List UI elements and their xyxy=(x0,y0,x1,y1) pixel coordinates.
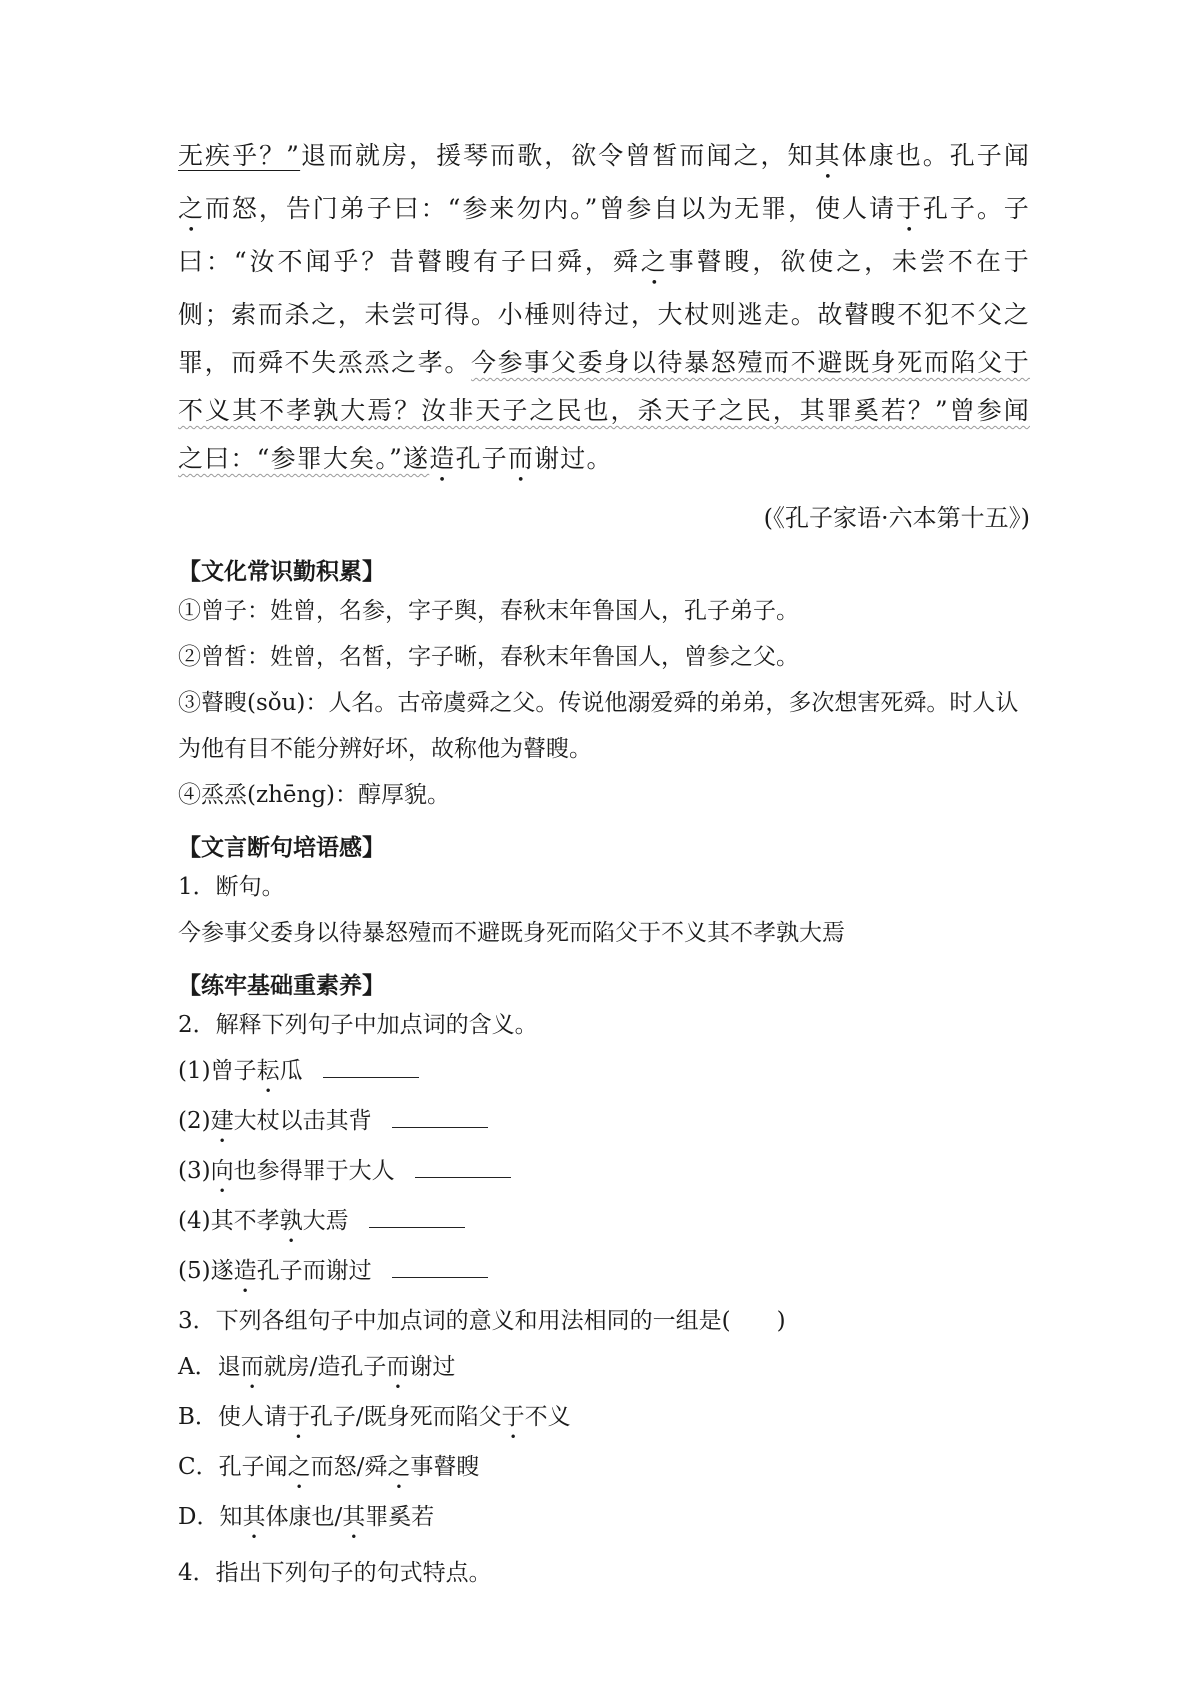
option-text: C．孔子闻 xyxy=(178,1454,288,1480)
option-text: 事瞽瞍 xyxy=(410,1454,480,1480)
item-text: (1)曾子 xyxy=(178,1058,257,1084)
section-heading-punctuation: 【文言断句培语感】 xyxy=(178,835,385,861)
option-text: A．退 xyxy=(178,1354,241,1380)
section-heading-basics: 【练牢基础重素养】 xyxy=(178,973,385,999)
passage-fragment: 体康也。孔子闻 xyxy=(841,141,1031,170)
dotted-char: 耘 xyxy=(256,1058,280,1084)
vocab-item xyxy=(178,1148,1030,1198)
passage-fragment: 事瞽瞍，欲使之，未尝不在于侧；索而杀之，未尝可得。小棰则待过，大杖则逃走。故瞽瞍不犯不父之罪，而舜不失烝烝之孝。 xyxy=(178,247,1030,377)
vocab-item xyxy=(178,1098,1030,1148)
vocab-item xyxy=(178,1248,1030,1298)
option-c[interactable] xyxy=(178,1444,1030,1494)
item-text: (4)其不孝 xyxy=(178,1208,280,1234)
passage-fragment: 孔子 xyxy=(455,444,508,473)
answer-blank[interactable] xyxy=(323,1053,419,1078)
question-4: 4．指出下列句子的句式特点。 xyxy=(178,1560,492,1586)
dotted-char: 之 xyxy=(287,1454,311,1480)
document-page xyxy=(178,132,1030,1596)
vocab-item xyxy=(178,1198,1030,1248)
dotted-char: 于 xyxy=(501,1404,525,1430)
item-text: 大杖以击其背 xyxy=(233,1108,372,1134)
dotted-char: 而 xyxy=(386,1354,410,1380)
passage-fragment: 而怒，告门弟子曰：“参来勿内。”曾参自以为无罪，使人请 xyxy=(204,194,896,223)
culture-item: ④烝烝(zhēng)：醇厚貌。 xyxy=(178,782,451,808)
option-text: 体康也/ xyxy=(265,1504,343,1530)
dotted-char: 于 xyxy=(895,194,923,223)
option-text: 就房/造孔子 xyxy=(263,1354,387,1380)
answer-blank[interactable] xyxy=(415,1153,511,1178)
dotted-char: 而 xyxy=(240,1354,264,1380)
source-citation: (《孔子家语·六本第十五》) xyxy=(763,504,1030,532)
dotted-char: 造 xyxy=(233,1258,257,1284)
question-2: 2．解释下列句子中加点词的含义。 xyxy=(178,1012,538,1038)
item-text: 大焉 xyxy=(302,1208,349,1234)
option-text: 罪奚若 xyxy=(365,1504,435,1530)
option-text: 孔子/既身死而陷父 xyxy=(309,1404,502,1430)
option-a[interactable] xyxy=(178,1344,1030,1394)
item-text: 瓜 xyxy=(279,1058,303,1084)
dotted-char: 孰 xyxy=(279,1208,303,1234)
culture-item: ③瞽瞍(sǒu)：人名。古帝虞舜之父。传说他溺爱舜的弟弟，多次想害死舜。时人认为他有目不能分辨好坏，故称他为瞽瞍。 xyxy=(178,690,1019,762)
answer-blank[interactable] xyxy=(392,1103,488,1128)
option-d[interactable] xyxy=(178,1494,1030,1544)
option-b[interactable] xyxy=(178,1394,1030,1444)
item-text: (2) xyxy=(178,1108,211,1134)
item-text: (3) xyxy=(178,1158,211,1184)
dotted-char: 之 xyxy=(640,247,669,276)
passage-fragment: 孔子。子曰：“汝不闻乎？昔瞽瞍有子曰舜，舜 xyxy=(178,194,1031,276)
option-text: 而怒/舜 xyxy=(310,1454,388,1480)
punctuation-sentence: 今参事父委身以待暴怒殪而不避既身死而陷父于不义其不孝孰大焉 xyxy=(178,920,845,946)
answer-blank[interactable] xyxy=(369,1203,465,1228)
option-text: D．知 xyxy=(178,1504,243,1530)
wavy-underlined-sentence: 今参事父委身以待暴怒殪而不避既身死而陷父于不义其不孝孰大焉？汝非天子之民也，杀天子之民，其罪奚若？”曾参闻之曰：“参罪大矣。”遂 xyxy=(178,348,1031,473)
item-text: 孔子而谢过 xyxy=(256,1258,372,1284)
section-heading-culture: 【文化常识勤积累】 xyxy=(178,559,385,585)
option-text: B．使人请 xyxy=(178,1404,287,1430)
dotted-char: 之 xyxy=(387,1454,411,1480)
dotted-char: 其 xyxy=(242,1504,266,1530)
question-1: 1．断句。 xyxy=(178,874,285,900)
question-3: 3．下列各组句子中加点词的意义和用法相同的一组是( ) xyxy=(178,1308,786,1334)
dotted-char: 于 xyxy=(286,1404,310,1430)
passage-text xyxy=(178,132,1030,488)
dotted-char: 其 xyxy=(342,1504,366,1530)
culture-item: ②曾皙：姓曾，名皙，字子晰，春秋末年鲁国人，曾参之父。 xyxy=(178,644,799,670)
dotted-char: 其 xyxy=(814,141,842,170)
dotted-char: 向 xyxy=(210,1158,234,1184)
dotted-char: 之 xyxy=(178,194,205,223)
culture-item: ①曾子：姓曾，名参，字子舆，春秋末年鲁国人，孔子弟子。 xyxy=(178,598,799,624)
passage-fragment: 无疾乎？” xyxy=(178,141,301,170)
item-text: 也参得罪于大人 xyxy=(233,1158,395,1184)
item-text: (5)遂 xyxy=(178,1258,234,1284)
dotted-char: 造 xyxy=(429,444,456,473)
vocab-item xyxy=(178,1048,1030,1098)
passage-fragment: 退而就房，援琴而歌，欲令曾皙而闻之，知 xyxy=(300,141,815,170)
dotted-char: 而 xyxy=(507,444,535,473)
option-text: 谢过 xyxy=(409,1354,456,1380)
option-text: 不义 xyxy=(524,1404,571,1430)
answer-blank[interactable] xyxy=(392,1253,488,1278)
dotted-char: 建 xyxy=(210,1108,234,1134)
passage-fragment: 谢过。 xyxy=(534,444,613,473)
